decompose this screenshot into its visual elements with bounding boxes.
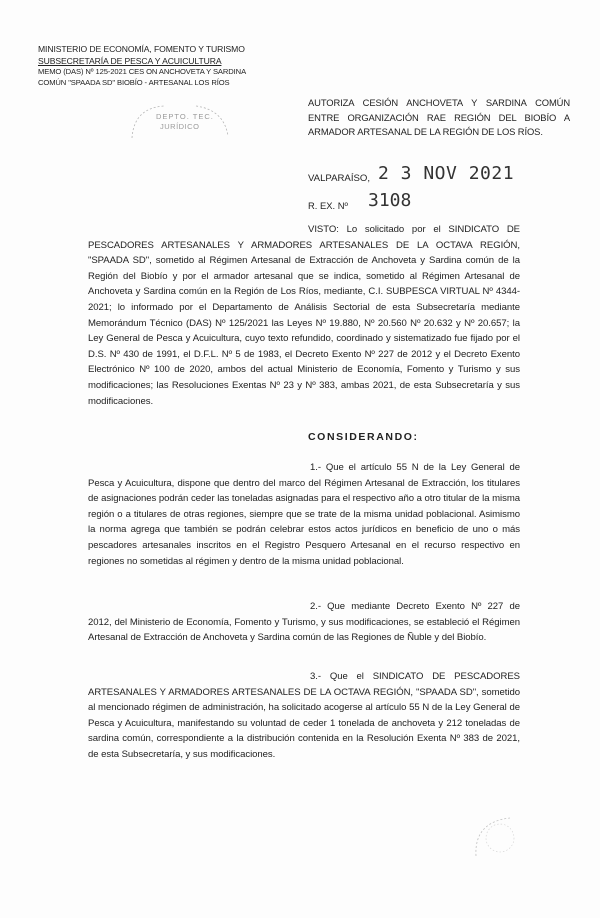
considerando-1-text: 1.- Que el artículo 55 N de la Ley General de Pesca y Acuicultura, dispone que dentro del marco del Régimen Artesanal de Extracción, los titulares de asignaciones podrán ceder las toneladas asignadas para el respectivo año a otro titular de la misma región o a titulares de otras regiones, siempre que se trate de la misma unidad poblacional. Asimismo la norma agrega que también se podrán celebrar estos actos jurídicos en beneficio de uno o más pescadores artesanales inscritos en el Registro Pesquero Artesanal en el recurso respectivo en regiones no sometidas al régimen y dentro de la misma unidad poblacional.	[88, 462, 520, 567]
considerando-paragraph-1	[88, 460, 520, 569]
department-stamp	[124, 102, 234, 142]
visto-text: Lo solicitado por el SINDICATO DE PESCADORES ARTESANALES Y ARMADORES ARTESANALES DE LA OCTAVA REGIÓN, "SPAADA SD", sometido al Régimen Artesanal de Extracción de Anchoveta y Sardina común de la Región del Biobío y por el armador artesanal que se indica, sometido al Régimen Artesanal de Anchoveta y Sardina común en la Región de Los Ríos, mediante, C.I. SUBPESCA VIRTUAL Nº 4344-2021; lo informado por el Departamento de Análisis Sectorial de esta Subsecretaría mediante Memorándum Técnico (DAS) Nº 125/2021 las Leyes Nº 19.880, Nº 20.560 Nº 20.632 y Nº 20.657; la Ley General de Pesca y Acuicultura, cuyo texto refundido, coordinado y sistematizado fue fijado por el D.S. Nº 430 de 1991, el D.F.L. Nº 5 de 1983, el Decreto Exento Nº 227 de 2012 y el Decreto Exento Electrónico Nº 100 de 2020, ambos del actual Ministerio de Economía, Fomento y Turismo y sus modificaciones; las Resoluciones Exentas Nº 23 y Nº 383, ambas 2021, de esta Subsecretaría y sus modificaciones.	[88, 224, 520, 407]
resolution-label: R. EX. Nº	[308, 200, 348, 211]
place-label: VALPARAÍSO,	[308, 173, 371, 184]
visto-label: VISTO:	[308, 224, 339, 235]
memo-reference-line-2: COMÚN "SPAADA SD" BIOBÍO - ARTESANAL LOS RÍOS	[38, 77, 230, 87]
considerando-2-text: 2.- Que mediante Decreto Exento Nº 227 de 2012, del Ministerio de Economía, Fomento y Turismo, y sus modificaciones, se estableció el Régimen Artesanal de Extracción de Anchoveta y Sardina común de las Regiones de Ñuble y del Biobío.	[88, 601, 520, 644]
visto-paragraph	[88, 222, 520, 409]
margin-stamp-icon	[470, 812, 530, 862]
considerando-heading: CONSIDERANDO:	[308, 431, 419, 443]
resolution-date-stamp: 2 3 NOV 2021	[378, 163, 515, 184]
resolution-title: AUTORIZA CESIÓN ANCHOVETA Y SARDINA COMÚN ENTRE ORGANIZACIÓN RAE REGIÓN DEL BIOBÍO A ARMADOR ARTESANAL DE LA REGIÓN DE LOS RÍOS.	[308, 97, 570, 138]
letterhead	[38, 44, 246, 88]
memo-reference-line-1: MEMO (DAS) Nº 125-2021 CES ON ANCHOVETA Y SARDINA	[38, 67, 247, 77]
stamp-line-2: JURÍDICO	[160, 122, 200, 131]
ministry-name: MINISTERIO DE ECONOMÍA, FOMENTO Y TURISMO	[38, 44, 245, 54]
resolution-number: 3108	[368, 190, 412, 211]
considerando-3-text: 3.- Que el SINDICATO DE PESCADORES ARTESANALES Y ARMADORES ARTESANALES DE LA OCTAVA REGIÓN, "SPAADA SD", sometido al mencionado régimen de administración, ha solicitado acogerse al artículo 55 N de la Ley General de Pesca y Acuicultura, manifestando su voluntad de ceder 1 tonelada de anchoveta y 212 toneladas de sardina común, correspondiente a la distribución contenida en la Resolución Exenta Nº 383 de 2021, de esta Subsecretaría, y sus modificaciones.	[88, 671, 520, 760]
stamp-line-1: DEPTO. TEC.	[156, 112, 214, 121]
considerando-paragraph-3	[88, 669, 520, 763]
subsecretaria-name: SUBSECRETARÍA DE PESCA Y ACUICULTURA	[38, 55, 222, 66]
considerando-paragraph-2	[88, 599, 520, 646]
